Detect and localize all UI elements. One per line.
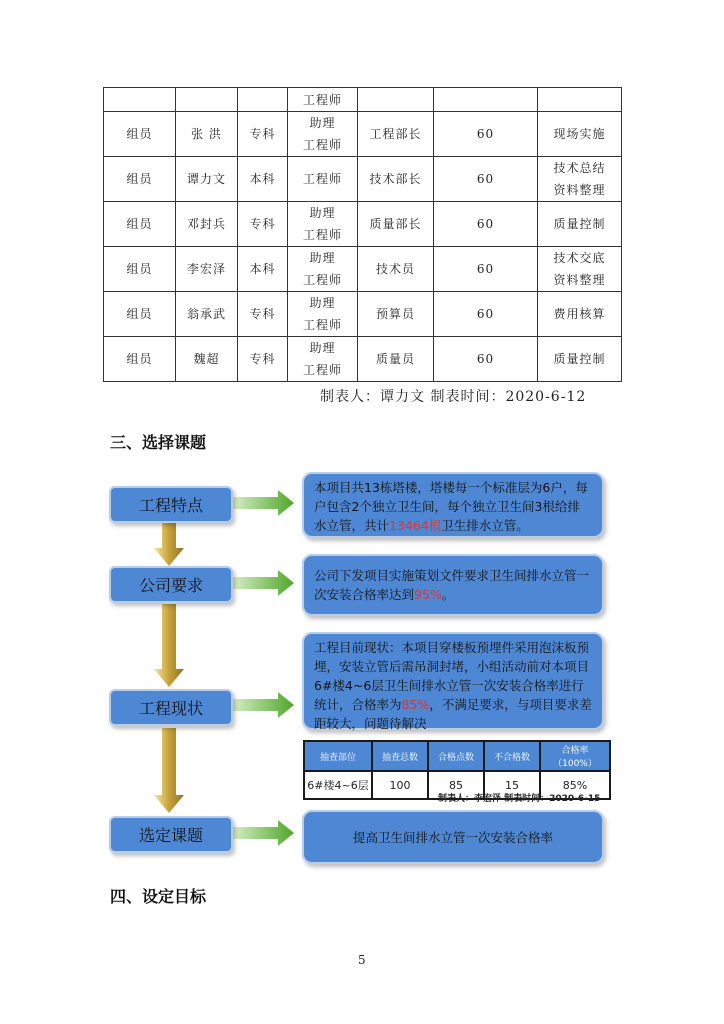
down-arrow-icon <box>154 604 184 687</box>
status-description <box>302 632 604 730</box>
name-cell: 魏超 <box>176 337 238 382</box>
duty-cell-line: 质量控制 <box>553 217 606 231</box>
stats-table-note: 制表人：李宏泽 制表时间：2020-6-15 <box>438 794 601 804</box>
role-cell: 组员 <box>104 292 176 337</box>
table-cell: 15 <box>484 771 540 799</box>
right-arrow-icon <box>232 570 294 596</box>
page-number: 5 <box>358 953 366 967</box>
title-cell-line: 工程师 <box>302 228 342 242</box>
table-cell: 100 <box>372 771 428 799</box>
step-selected-topic: 选定课题 <box>109 816 233 853</box>
text: 卫生排水立管。 <box>441 518 529 533</box>
education-cell: 专科 <box>238 202 288 247</box>
text: 公司下发项目实施策划文件要求卫生间排水立管一次安装合格率达到 <box>314 568 590 602</box>
hours-cell: 60 <box>434 337 538 382</box>
section-4-title: 四、设定目标 <box>110 887 207 906</box>
table-cell: 85% <box>540 771 610 799</box>
education-cell: 本科 <box>238 247 288 292</box>
position-cell-line: 工程部长 <box>369 127 422 141</box>
table-cell: 6#楼4~6层 <box>304 771 372 799</box>
name-cell: 谭力文 <box>176 157 238 202</box>
duty-cell-line: 资料整理 <box>553 183 606 197</box>
role-cell: 组员 <box>104 247 176 292</box>
title-cell-line: 工程师 <box>302 138 342 152</box>
table-header: 合格点数 <box>428 741 484 771</box>
section-3-title: 三、选择课题 <box>110 433 207 452</box>
education-cell: 专科 <box>238 337 288 382</box>
education-cell: 本科 <box>238 157 288 202</box>
hours-cell: 60 <box>434 292 538 337</box>
step-engineering-features: 工程特点 <box>109 486 233 523</box>
table-header: 抽查部位 <box>304 741 372 771</box>
name-cell: 张 洪 <box>176 112 238 157</box>
highlight-value: 13464根 <box>389 518 442 533</box>
hours-cell: 60 <box>434 112 538 157</box>
title-cell-line: 助理 <box>309 116 336 130</box>
right-arrow-icon <box>232 490 294 516</box>
position-cell-line: 技术员 <box>375 262 415 276</box>
features-description <box>302 472 604 538</box>
title-cell-line: 工程师 <box>302 318 342 332</box>
highlight-value: 95% <box>414 587 442 602</box>
title-cell-line: 助理 <box>309 296 336 310</box>
hours-cell: 60 <box>434 157 538 202</box>
title-cell-line: 工程师 <box>302 273 342 287</box>
text: 提高卫生间排水立管一次安装合格率 <box>352 829 553 845</box>
duty-cell-line: 资料整理 <box>553 273 606 287</box>
table-header-row <box>304 741 610 771</box>
selected-topic-description <box>302 810 604 864</box>
table-header: 抽查总数 <box>372 741 428 771</box>
down-arrow-icon <box>154 523 184 566</box>
title-cell-line: 工程师 <box>302 172 342 186</box>
hours-cell: 60 <box>434 202 538 247</box>
requirement-description <box>302 554 604 616</box>
table-header: 合格率（100%） <box>540 741 610 771</box>
text: 本项目共13栋塔楼，塔楼每一个标准层为6户，每户包含2个独立卫生间，每个独立卫生间3根给排水立管，共计 <box>314 480 588 533</box>
text: 工程目前现状：本项目穿楼板预埋件采用泡沫板预埋，安装立管后需吊洞封堵，小组活动前对本项目6#楼4~6层卫生间排水立管一次安装合格率进行统计，合格率为 <box>314 640 590 712</box>
education-cell: 专科 <box>238 292 288 337</box>
hours-cell: 60 <box>434 247 538 292</box>
title-cell-line: 工程师 <box>302 363 342 377</box>
title-cell-line: 助理 <box>309 341 336 355</box>
role-cell: 组员 <box>104 337 176 382</box>
position-cell-line: 预算员 <box>375 307 415 321</box>
right-arrow-icon <box>232 692 294 718</box>
text: 。 <box>441 587 455 602</box>
name-cell: 邓封兵 <box>176 202 238 247</box>
duty-cell-line: 技术交底 <box>553 251 606 265</box>
role-cell: 组员 <box>104 157 176 202</box>
position-cell-line: 质量部长 <box>369 217 422 231</box>
role-cell: 组员 <box>104 112 176 157</box>
role-cell: 组员 <box>104 202 176 247</box>
position-cell-line: 质量员 <box>375 352 415 366</box>
step-current-status: 工程现状 <box>109 689 233 726</box>
highlight-value: 85% <box>401 697 430 712</box>
name-cell: 李宏泽 <box>176 247 238 292</box>
duty-cell-line: 费用核算 <box>553 307 606 321</box>
down-arrow-icon <box>154 728 184 813</box>
table-cell: 工程师 <box>288 88 358 112</box>
right-arrow-icon <box>232 820 294 846</box>
education-cell: 专科 <box>238 112 288 157</box>
step-company-requirement: 公司要求 <box>109 566 233 603</box>
duty-cell-line: 质量控制 <box>553 352 606 366</box>
name-cell: 翁承武 <box>176 292 238 337</box>
table-footer-note: 制表人：谭力文 制表时间：2020-6-12 <box>320 389 587 405</box>
table-cell: 85 <box>428 771 484 799</box>
text: ，不满足要求，与项目要求差距较大，问题待解决 <box>314 697 592 731</box>
position-cell-line: 技术部长 <box>369 172 422 186</box>
title-cell-line: 助理 <box>309 206 336 220</box>
title-cell-line: 助理 <box>309 251 336 265</box>
duty-cell-line: 技术总结 <box>553 161 606 175</box>
table-header: 不合格数 <box>484 741 540 771</box>
duty-cell-line: 现场实施 <box>553 127 606 141</box>
